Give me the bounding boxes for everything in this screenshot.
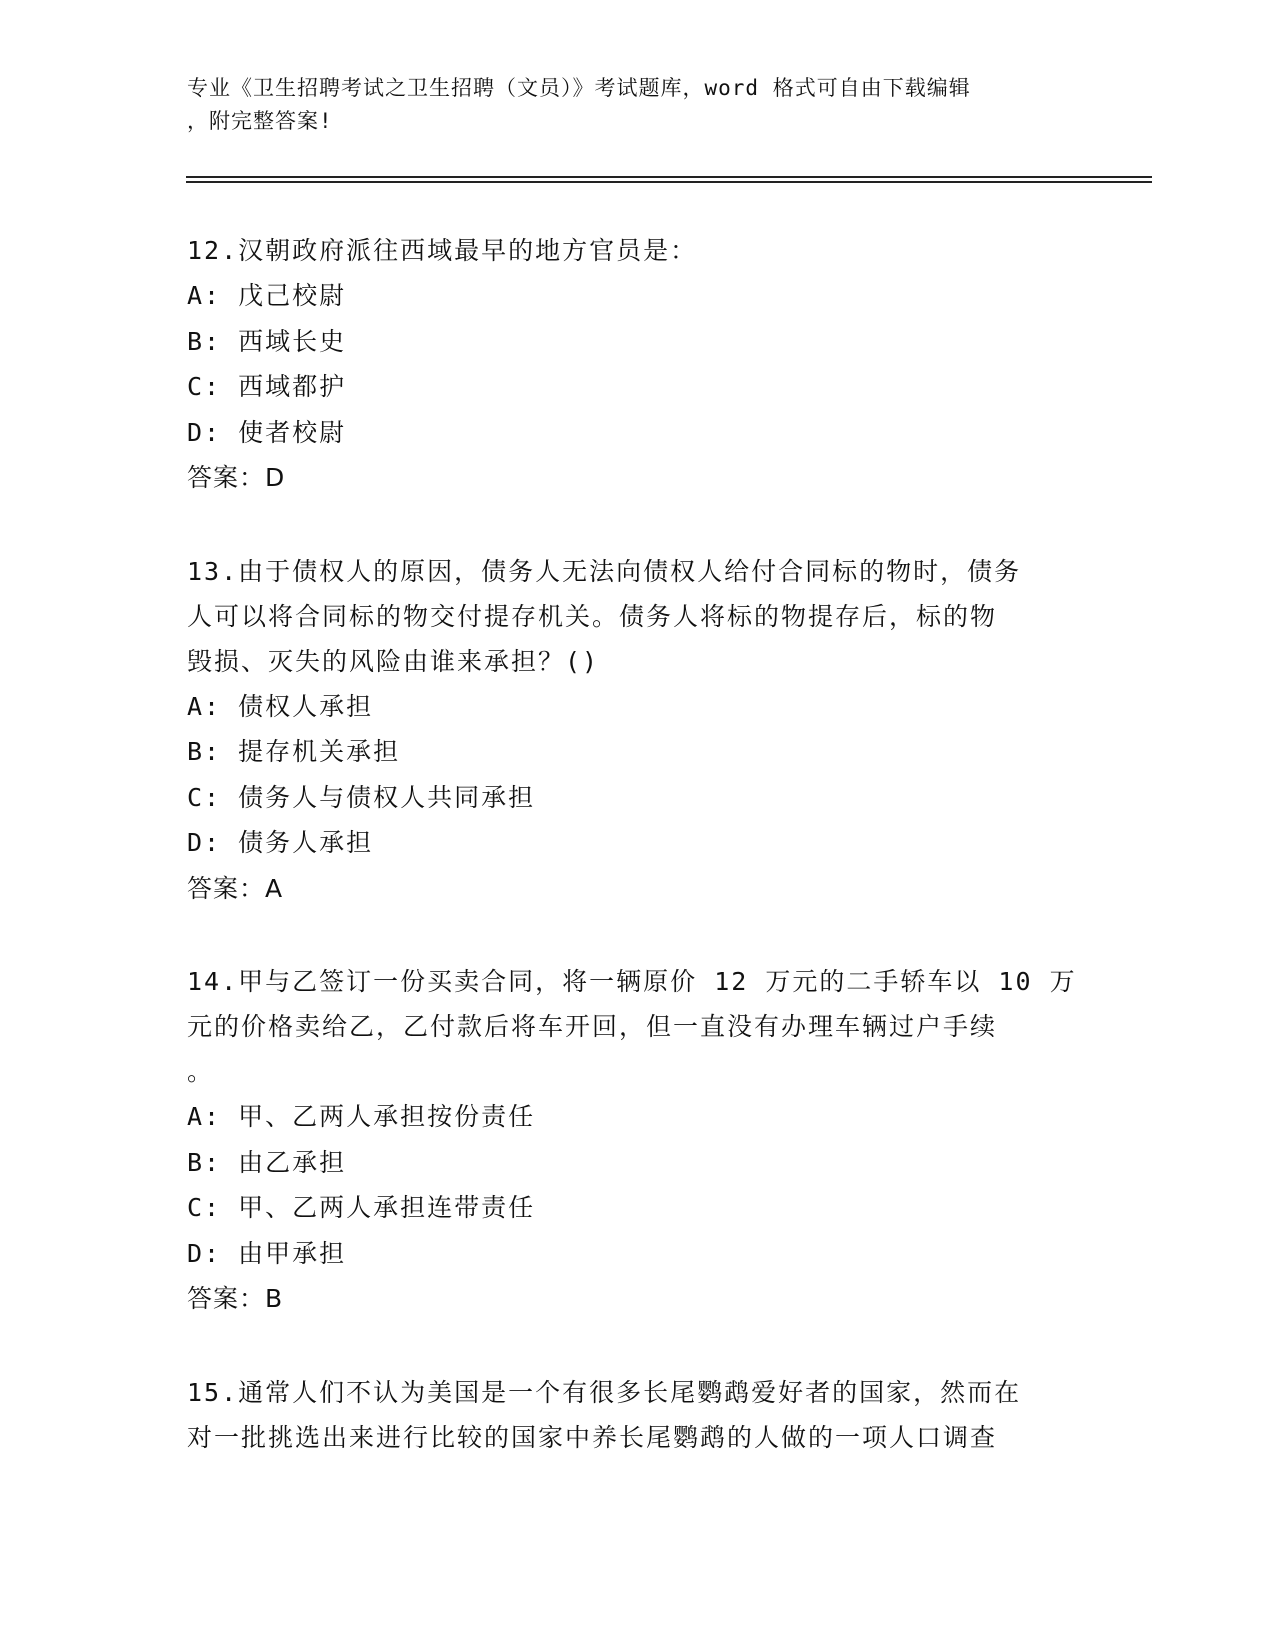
question-text: 12.汉朝政府派往西域最早的地方官员是： — [187, 236, 698, 265]
header-divider-top — [186, 176, 1152, 178]
question-text-line-2: 人可以将合同标的物交付提存机关。债务人将标的物提存后，标的物 — [187, 601, 998, 631]
document-header — [187, 72, 1067, 138]
question-text-line-2: 元的价格卖给乙，乙付款后将车开回，但一直没有办理车辆过户手续 — [187, 1012, 998, 1041]
option-d: D: 由甲承担 — [187, 1238, 347, 1268]
option-b: B: 提存机关承担 — [187, 737, 401, 766]
option-c: C: 甲、乙两人承担连带责任 — [187, 1193, 536, 1222]
question-15 — [187, 1370, 1087, 1460]
answer-line: 答案：A — [187, 873, 284, 903]
option-c: C: 西域都护 — [187, 372, 347, 401]
option-d: D: 使者校尉 — [187, 417, 347, 447]
header-line-1: 专业《卫生招聘考试之卫生招聘（文员）》考试题库，word 格式可自由下载编辑 — [187, 76, 971, 100]
option-b: B: 由乙承担 — [187, 1147, 347, 1177]
question-12 — [187, 228, 1087, 501]
question-list — [187, 228, 1087, 1508]
option-a: A: 甲、乙两人承担按份责任 — [187, 1102, 536, 1131]
header-divider-bottom — [186, 181, 1152, 183]
question-13 — [187, 549, 1087, 912]
option-a: A: 戊己校尉 — [187, 281, 347, 310]
question-text-line-1: 15.通常人们不认为美国是一个有很多长尾鹦鹉爱好者的国家，然而在 — [187, 1377, 1022, 1407]
question-text-line-3: 。 — [187, 1057, 215, 1086]
answer-line: 答案：B — [187, 1284, 284, 1313]
question-text-line-1: 13.由于债权人的原因，债务人无法向债权人给付合同标的物时，债务 — [187, 556, 1022, 586]
question-text-line-3: 毁损、灭失的风险由谁来承担？() — [187, 646, 600, 676]
option-c: C: 债务人与债权人共同承担 — [187, 782, 536, 812]
question-text-line-2: 对一批挑选出来进行比较的国家中养长尾鹦鹉的人做的一项人口调查 — [187, 1422, 998, 1452]
question-14 — [187, 959, 1087, 1322]
option-a: A: 债权人承担 — [187, 691, 374, 721]
question-text-line-1: 14.甲与乙签订一份买卖合同，将一辆原价 12 万元的二手轿车以 10 万 — [187, 967, 1077, 996]
option-b: B: 西域长史 — [187, 326, 347, 356]
header-line-2: ，附完整答案! — [187, 109, 333, 133]
answer-line: 答案：D — [187, 463, 286, 492]
option-d: D: 债务人承担 — [187, 828, 374, 857]
